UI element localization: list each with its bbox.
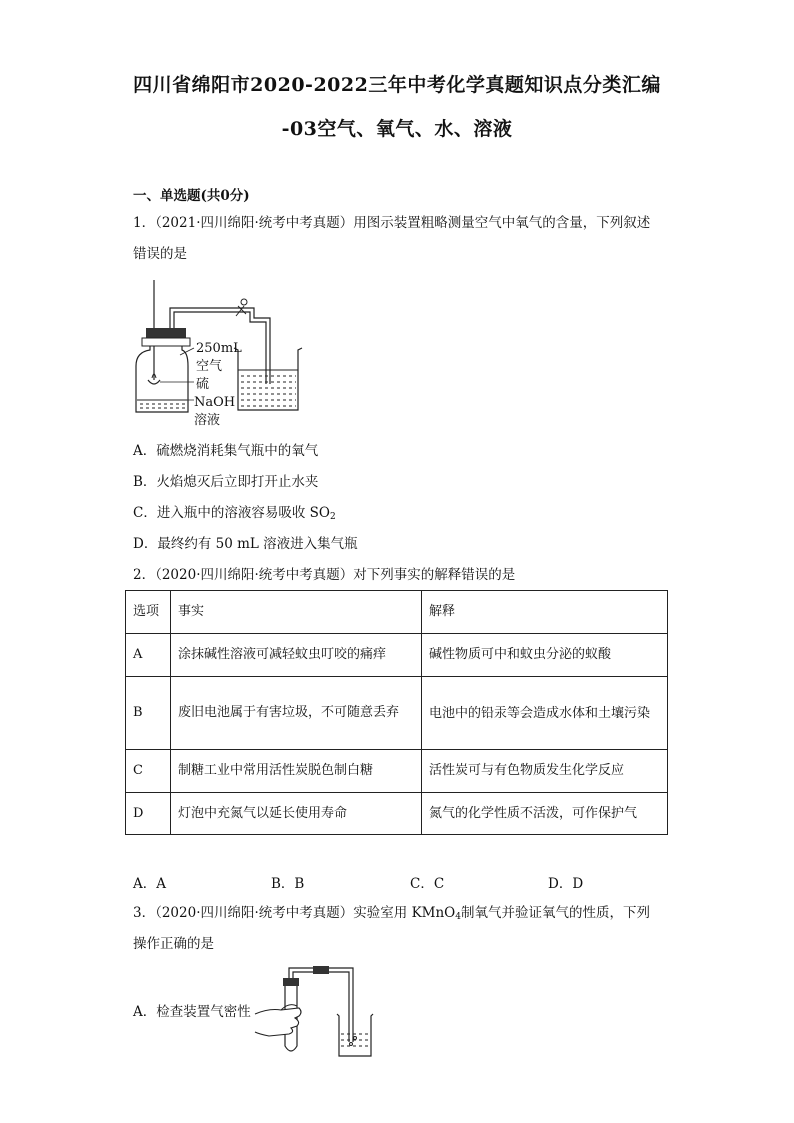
q2-answer-a: A．A — [133, 876, 166, 892]
document-title-line2: -03空气、氧气、水、溶液 — [281, 118, 513, 140]
table-row — [126, 634, 668, 677]
q3-option-a: A．检查装置气密性 — [133, 1004, 251, 1020]
q3-stem-line2: 操作正确的是 — [133, 936, 214, 952]
row-c-fact: 制糖工业中常用活性炭脱色制白糖 — [171, 750, 422, 793]
row-b-option: B — [126, 677, 171, 750]
row-b-fact: 废旧电池属于有害垃圾，不可随意丢弃 — [171, 677, 422, 750]
q1-stem-line1: 1．（2021·四川绵阳·统考中考真题）用图示装置粗略测量空气中氧气的含量，下列叙述 — [133, 215, 651, 231]
row-c-explanation: 活性炭可与有色物质发生化学反应 — [422, 750, 668, 793]
row-b-explanation: 电池中的铅汞等会造成水体和土壤污染 — [422, 677, 668, 750]
q2-answer-b: B．B — [271, 876, 305, 892]
q1-apparatus-figure — [130, 280, 330, 430]
table-row — [126, 793, 668, 835]
fig-label-solution: 溶液 — [194, 413, 221, 428]
row-c-option: C — [126, 750, 171, 793]
row-a-explanation: 碱性物质可中和蚊虫分泌的蚁酸 — [422, 634, 668, 677]
q2-answer-d: D．D — [548, 876, 584, 892]
table-row — [126, 750, 668, 793]
row-d-explanation: 氮气的化学性质不活泼，可作保护气 — [422, 793, 668, 835]
table-row — [126, 677, 668, 750]
q1-option-c-subscript: 2 — [329, 512, 336, 522]
q3-stem-part1: 3．（2020·四川绵阳·统考中考真题）实验室用 KMnO — [133, 905, 456, 921]
q3-airtightness-figure — [255, 962, 385, 1062]
q1-option-b: B．火焰熄灭后立即打开止水夹 — [133, 474, 319, 490]
q1-option-d: D．最终约有 50 mL 溶液进入集气瓶 — [133, 536, 358, 552]
header-option: 选项 — [126, 591, 171, 634]
row-d-option: D — [126, 793, 171, 835]
q3-stem-line1 — [133, 904, 650, 926]
q2-facts-table — [125, 590, 668, 835]
row-a-fact: 涂抹碱性溶液可减轻蚊虫叮咬的痛痒 — [171, 634, 422, 677]
section-heading: 一、单选题(共0分) — [133, 188, 250, 204]
q2-stem: 2．（2020·四川绵阳·统考中考真题）对下列事实的解释错误的是 — [133, 567, 516, 583]
table-header-row — [126, 591, 668, 634]
document-title-line1: 四川省绵阳市2020-2022三年中考化学真题知识点分类汇编 — [133, 74, 661, 96]
row-a-option: A — [126, 634, 171, 677]
q3-stem-part2: 制氧气并验证氧气的性质，下列 — [460, 905, 650, 921]
q1-option-c — [133, 504, 336, 526]
fig-label-volume: 250mL — [196, 341, 242, 356]
fig-label-naoh: NaOH — [194, 395, 236, 410]
q2-answer-c: C．C — [410, 876, 445, 892]
header-fact: 事实 — [171, 591, 422, 634]
fig-label-air: 空气 — [196, 359, 223, 374]
fig-label-sulfur: 硫 — [196, 377, 210, 392]
row-d-fact: 灯泡中充氮气以延长使用寿命 — [171, 793, 422, 835]
q1-stem-line2: 错误的是 — [133, 246, 187, 262]
q1-option-c-text: C．进入瓶中的溶液容易吸收 SO — [133, 505, 330, 521]
q3-stem-subscript: 4 — [455, 912, 461, 922]
header-explanation: 解释 — [422, 591, 668, 634]
q1-option-a: A．硫燃烧消耗集气瓶中的氧气 — [133, 443, 319, 459]
